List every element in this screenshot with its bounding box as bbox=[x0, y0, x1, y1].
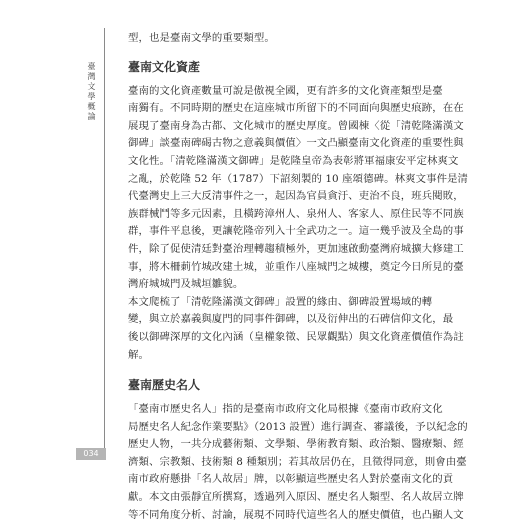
text-line: 御碑」談臺南碑碣古物之意義與價值〉一文凸顯臺南文化資產的重要性與 bbox=[128, 137, 464, 150]
text-line: 件，除了促使清廷對臺治理轉趨積極外，更加速啟動臺灣府城擴大修建工 bbox=[128, 242, 464, 255]
paragraph-historical-figures-1 bbox=[128, 401, 468, 524]
text-line: 變，與立於嘉義與廈門的同事件御碑，以及衍伸出的石碑信仰文化，最 bbox=[128, 313, 454, 326]
margin-rule bbox=[104, 28, 105, 456]
text-line: 臺南的文化資產數量可說是傲視全國，更有許多的文化資產類型是臺 bbox=[128, 84, 443, 97]
text-line: 歷史人物，一共分成藝術類、文學類、學術教育類、政治類、醫療類、經 bbox=[128, 438, 464, 451]
text-line: 本文爬梳了「清乾隆滿漢文御碑」設置的緣由、御碑設置場域的轉 bbox=[128, 295, 433, 308]
page-number: 034 bbox=[76, 448, 106, 460]
lead-paragraph bbox=[128, 30, 414, 48]
text-line: 南市政府懸掛「名人故居」牌，以彰顯這些歷史名人對於臺南文化的貢 bbox=[128, 473, 454, 486]
paragraph-cultural-assets-2 bbox=[128, 294, 464, 364]
text-line: 南獨有。不同時期的歷史在這座城市所留下的不同面向與歷史痕跡，在在 bbox=[128, 102, 464, 115]
section-heading-historical-figures: 臺南歷史名人 bbox=[128, 378, 201, 393]
text-line: 型，也是臺南文學的重要類型。 bbox=[128, 32, 275, 44]
text-line: 群，事件平息後，更讓乾隆帝列入十全武功之一。這一幾乎波及全島的事 bbox=[128, 225, 464, 238]
paragraph-cultural-assets-1 bbox=[128, 83, 469, 294]
text-line: 「臺南市歷史名人」指的是臺南市政府文化局根據《臺南市政府文化 bbox=[128, 403, 443, 416]
text-line: 族群械鬥等多元因素，且橫跨漳州人、泉州人、客家人、原住民等不同族 bbox=[128, 207, 464, 220]
text-line: 灣府城城門及城垣雛貌。 bbox=[128, 278, 244, 291]
text-line: 後以御碑深厚的文化內涵（皇權象徵、民眾觀點）與文化資產價值作為註 bbox=[128, 330, 464, 343]
page-body bbox=[128, 30, 469, 524]
running-head: 臺灣文學概論 bbox=[87, 62, 96, 122]
text-line: 獻。本文由張靜宜所撰寫，透過列入原因、歷史名人類型、名人故居立牌 bbox=[128, 491, 464, 504]
text-line: 濟類、宗教類、技術類 8 種類別；若其故居仍在，且徵得同意，則會由臺 bbox=[128, 455, 467, 468]
text-line: 之亂，於乾隆 52 年（1787）下詔刻製的 10 座頌德碑。林爽文事件是清 bbox=[128, 172, 469, 185]
text-line: 文化性。「清乾隆滿漢文御碑」是乾隆皇帝為表彰將軍福康安平定林爽文 bbox=[128, 154, 459, 167]
text-line: 事，將木柵莿竹城改建土城，並重作八座城門之城樓，奠定今日所見的臺 bbox=[128, 260, 464, 273]
section-heading-cultural-assets: 臺南文化資產 bbox=[128, 59, 201, 74]
text-line: 局歷史名人紀念作業要點》（2013 設置）進行調查、審議後，予以紀念的 bbox=[128, 420, 468, 433]
text-line: 代臺灣史上三大反清事件之一，起因為官員貪汙、吏治不良，班兵閱敗， bbox=[128, 190, 464, 203]
text-line: 等不同角度分析、討論，展現不同時代這些名人的歷史價值，也凸顯人文 bbox=[128, 508, 464, 521]
text-line: 解。 bbox=[128, 348, 149, 361]
text-line: 展現了臺南身為古都、文化城市的歷史厚度。曾國棟〈從「清乾隆滿漢文 bbox=[128, 119, 464, 132]
